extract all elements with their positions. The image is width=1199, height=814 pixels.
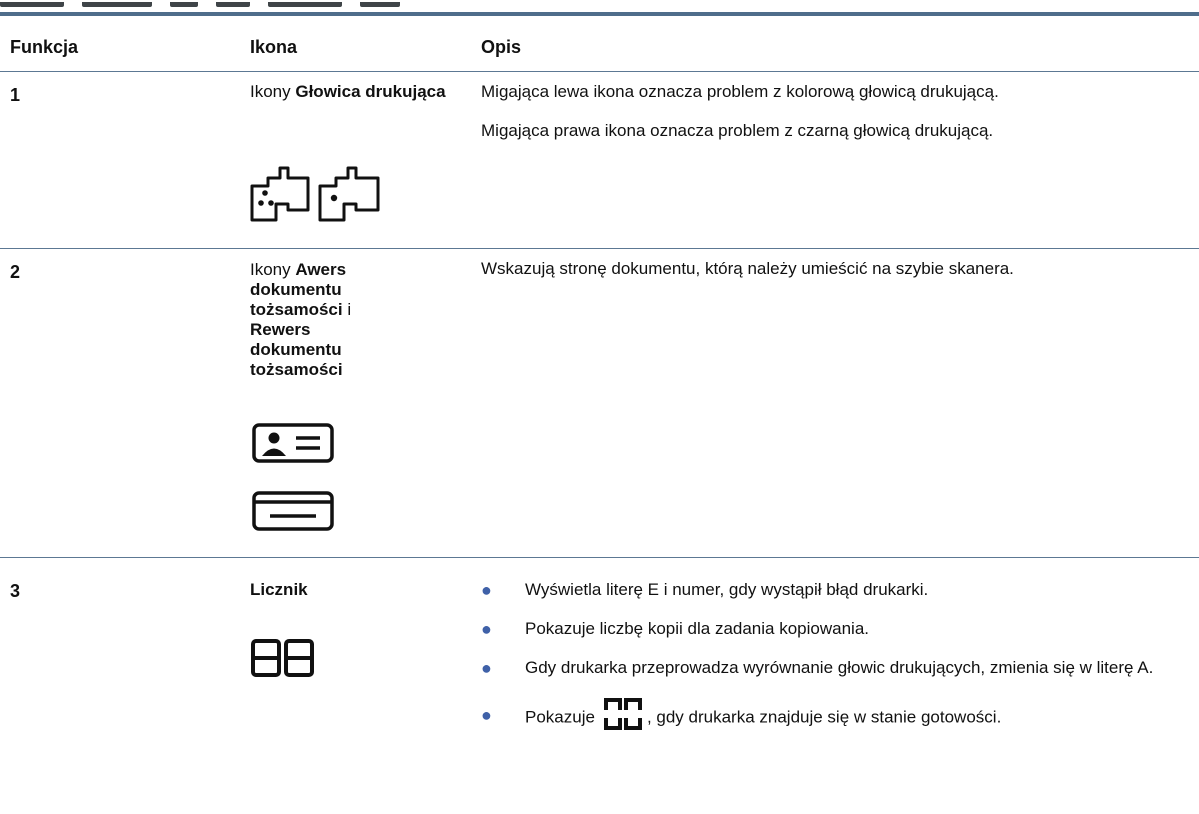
header-ikona: Ikona — [250, 37, 298, 57]
icon-name-back: Rewers dokumentu tożsamości — [250, 320, 343, 379]
description-line: Wskazują stronę dokumentu, którą należy umieścić na szybie skanera. — [481, 259, 1014, 278]
table-row — [0, 558, 1199, 814]
id-back-icon — [250, 489, 340, 533]
row-number: 3 — [10, 581, 21, 601]
bullet-text: Gdy drukarka przeprowadza wyrównanie głowic drukujących, zmienia się w literę A. — [525, 658, 1154, 677]
icon-conjunction: i — [342, 300, 352, 319]
bullet-text-suffix: , gdy drukarka znajduje się w stanie gotowości. — [646, 707, 1002, 727]
bullet-item — [481, 580, 1181, 600]
table-header — [0, 16, 1199, 71]
bullet-text: Wyświetla literę E i numer, gdy wystąpił błąd drukarki. — [525, 580, 929, 599]
bullet-list — [481, 580, 1181, 731]
icon-name-front: Awers dokumentu tożsamości — [250, 260, 347, 319]
icon-name-cell — [250, 82, 465, 102]
table-row — [0, 72, 1199, 248]
bullet-item — [481, 705, 1181, 731]
bullet-dot: ● — [481, 619, 492, 639]
header-funkcja: Funkcja — [10, 37, 79, 57]
counter-88-icon — [250, 638, 320, 678]
id-front-icon — [250, 421, 340, 465]
icon-name: Licznik — [250, 580, 308, 599]
icon-name: Głowica drukująca — [295, 82, 446, 101]
description-cell — [481, 259, 1181, 298]
description-line: Migająca lewa ikona oznacza problem z kolorową głowicą drukującą. — [481, 82, 999, 101]
black-printhead-icon — [320, 168, 378, 220]
description-line: Migająca prawa ikona oznacza problem z czarną głowicą drukującą. — [481, 121, 994, 140]
table-row — [0, 249, 1199, 557]
icon-name-cell — [250, 580, 465, 600]
color-printhead-icon — [252, 168, 308, 220]
header-opis: Opis — [481, 37, 522, 57]
counter-blank-icon — [603, 697, 643, 731]
row-number: 1 — [10, 85, 21, 105]
bullet-dot: ● — [481, 580, 492, 600]
icon-name-cell — [250, 260, 380, 380]
bullet-item — [481, 658, 1181, 678]
cropped-text-fragment — [0, 0, 420, 8]
row-number: 2 — [10, 262, 21, 282]
bullet-item — [481, 619, 1181, 639]
bullet-text-prefix: Pokazuje — [525, 707, 595, 727]
description-cell — [481, 580, 1181, 750]
bullet-text: Pokazuje liczbę kopii dla zadania kopiowania. — [525, 619, 869, 638]
printhead-icons — [250, 164, 390, 222]
icon-prefix: Ikony — [250, 260, 296, 279]
description-cell — [481, 82, 1181, 160]
bullet-dot: ● — [481, 658, 492, 678]
icon-prefix: Ikony — [250, 82, 296, 101]
bullet-dot: ● — [481, 705, 492, 725]
